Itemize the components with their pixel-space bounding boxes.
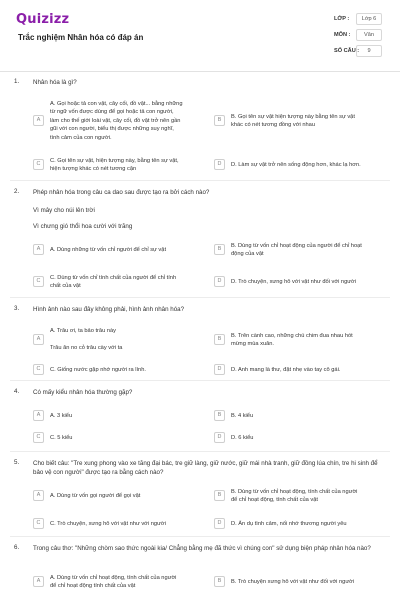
option-letter-badge: D: [214, 518, 225, 529]
option-text-line: D. Làm sự vật trở nên sống động hơn, khác lạ hơn.: [231, 161, 361, 168]
option-letter-badge: A: [33, 244, 44, 255]
option-letter-badge: C: [33, 518, 44, 529]
question-divider: [10, 380, 390, 381]
option-text-line: để chỉ hoạt động tính chất của vật: [50, 583, 136, 589]
option-letter-badge: B: [214, 576, 225, 587]
option-text-line: C. Dùng từ vốn chỉ tính chất của người để chỉ tính: [50, 274, 177, 281]
question-number: 2.: [14, 188, 20, 195]
question-number: 3.: [14, 305, 20, 312]
question-text: Hình ảnh nào sau đây không phải, hình ảnh nhân hóa?: [33, 306, 185, 313]
answer-option-d[interactable]: [214, 363, 392, 377]
answer-option-b[interactable]: [214, 97, 392, 145]
meta-subject-value: Văn: [356, 29, 382, 41]
question-text: Nhân hóa là gì?: [33, 79, 77, 86]
answer-option-c[interactable]: [33, 272, 208, 292]
answer-option-a[interactable]: [33, 572, 208, 592]
option-text-line: B. Trên cành cao, những chú chim đua nhau hót: [231, 332, 353, 339]
answer-option-d[interactable]: [214, 272, 392, 292]
option-text-line: làm cho thế giới loài vật, cây cối, đồ vật trở nên gần: [50, 117, 181, 124]
meta-count: [334, 45, 394, 59]
option-letter-badge: D: [214, 159, 225, 170]
answer-option-b[interactable]: [214, 240, 392, 260]
option-text-line: từ ngữ vốn được dùng để gọi hoặc tả con người,: [50, 109, 174, 116]
option-text-line: khác có nét tương đồng với nhau: [231, 122, 315, 128]
quiz-title: Trắc nghiệm Nhân hóa có đáp án: [18, 33, 144, 42]
option-text-line: A. 3 kiểu: [50, 412, 73, 419]
option-letter-badge: B: [214, 410, 225, 421]
answer-option-d[interactable]: [214, 432, 392, 444]
option-text-line: A. Dùng từ vốn gọi người để gọi vật: [50, 492, 141, 499]
option-letter-badge: C: [33, 276, 44, 287]
option-letter-badge: A: [33, 490, 44, 501]
option-text-line: D. Trò chuyện, xưng hô với vật như đối với người: [231, 278, 357, 285]
option-text-line: C. 5 kiểu: [50, 434, 73, 441]
option-letter-badge: D: [214, 364, 225, 375]
question-text: Có mấy kiểu nhân hóa thường gặp?: [33, 389, 133, 396]
option-text-line: A. Dùng những từ vốn chỉ người để chỉ sự vật: [50, 246, 167, 253]
option-text-line: Trâu ăn no cỏ trâu cày với ta: [50, 345, 123, 352]
meta-subject: [334, 29, 394, 43]
option-text-line: D. Ẩn dụ tình cảm, nối nhớ thương người yêu: [231, 520, 347, 527]
question-text: Phép nhân hóa trong câu ca dao sau được tạo ra bởi cách nào?: [33, 189, 210, 196]
question-divider: [10, 451, 390, 452]
question-number: 4.: [14, 388, 20, 395]
answer-option-c[interactable]: [33, 432, 208, 444]
option-text-line: B. 4 kiểu: [231, 412, 254, 419]
option-letter-badge: B: [214, 115, 225, 126]
question-quote-line: Vì mây cho núi lên trời: [33, 207, 95, 214]
option-text-line: D. Anh mang là thư, đặt nhẹ vào tay cô gái.: [231, 366, 341, 373]
option-letter-badge: A: [33, 334, 44, 345]
answer-option-d[interactable]: [214, 517, 392, 531]
answer-option-b[interactable]: [214, 410, 392, 422]
option-text-line: C. Gọi tên sự vật, hiện tượng này, bằng tên sự vật,: [50, 157, 179, 164]
answer-option-d[interactable]: [214, 156, 392, 174]
answer-option-c[interactable]: [33, 363, 208, 377]
question-text: Cho biết câu: "Tre xung phong vào xe tăng đại bác, tre giữ làng, giữ nước, giữ mái nhà tranh, giữ đồng lúa chín, tre hi sinh để bảo vệ con người" được tạo ra bằng cách nào?: [33, 460, 378, 476]
option-text-line: B. Dùng từ vốn chỉ hoạt động của người để chỉ hoạt: [231, 242, 362, 249]
question-divider: [10, 180, 390, 181]
option-letter-badge: A: [33, 410, 44, 421]
meta-grade-value: Lớp 6: [356, 13, 382, 25]
option-letter-badge: B: [214, 334, 225, 345]
option-letter-badge: C: [33, 159, 44, 170]
question-quote-line: Vì chưng gió thổi hoa cười với trăng: [33, 223, 133, 230]
meta-count-value: 9: [356, 45, 382, 57]
question-divider: [10, 297, 390, 298]
option-text-line: động của vật: [231, 251, 264, 257]
option-letter-badge: B: [214, 244, 225, 255]
option-text-line: A. Dùng từ vốn chỉ hoạt động, tính chất của người: [50, 574, 177, 581]
answer-option-b[interactable]: [214, 486, 392, 506]
option-letter-badge: A: [33, 115, 44, 126]
option-letter-badge: C: [33, 364, 44, 375]
option-letter-badge: A: [33, 576, 44, 587]
answer-option-a[interactable]: [33, 410, 208, 422]
meta-grade: [334, 13, 394, 27]
option-text-line: A. Trâu ơi, ta bảo trâu này: [50, 328, 117, 335]
meta-subject-label: MÔN :: [334, 32, 351, 38]
option-letter-badge: D: [214, 276, 225, 287]
option-text-line: gũi với con người, biểu thị được những suy nghĩ,: [50, 126, 174, 133]
option-text-line: B. Dùng từ vốn chỉ hoạt động, tính chất của người: [231, 488, 358, 495]
option-text-line: tình cảm của con người.: [50, 134, 112, 141]
option-text-line: A. Gọi hoặc tả con vật, cây cối, đồ vật... bằng những: [50, 101, 183, 107]
option-text-line: D. 6 kiểu: [231, 434, 254, 441]
question-divider: [10, 536, 390, 537]
option-text-line: mừng mùa xuân.: [231, 341, 275, 347]
option-text-line: B. Gọi tên sự vật hiện tượng này bằng tên sự vật: [231, 113, 355, 120]
answer-option-c[interactable]: [33, 517, 208, 531]
question-number: 5.: [14, 459, 20, 466]
answer-option-b[interactable]: [214, 323, 392, 357]
answer-option-a[interactable]: [33, 97, 208, 145]
question-number: 6.: [14, 544, 20, 551]
meta-count-label: SỐ CÂU :: [334, 48, 360, 54]
worksheet-header: [0, 0, 400, 72]
option-letter-badge: D: [214, 432, 225, 443]
option-text-line: C. Trò chuyện, xưng hô với vật như với người: [50, 520, 166, 527]
option-letter-badge: C: [33, 432, 44, 443]
option-text-line: hiện tượng khác có nét tương cận: [50, 166, 137, 172]
answer-option-a[interactable]: [33, 486, 208, 506]
answer-option-a[interactable]: [33, 323, 208, 357]
answer-option-b[interactable]: [214, 572, 392, 592]
answer-option-c[interactable]: [33, 156, 208, 174]
option-text-line: C. Giống nước gặp nhớ người ra lính.: [50, 366, 146, 373]
quizizz-logo: Quizizz: [16, 12, 70, 27]
option-letter-badge: B: [214, 490, 225, 501]
question-text: Trong câu thơ: "Những chòm sao thức ngoài kia/ Chẳng bằng mẹ đã thức vì chúng con" sử dụng biện pháp nhân hóa nào?: [33, 545, 371, 552]
answer-option-a[interactable]: [33, 240, 208, 260]
option-text-line: để chỉ hoạt động, tính chất của vật: [231, 497, 318, 503]
meta-grade-label: LỚP :: [334, 16, 350, 22]
question-number: 1.: [14, 78, 20, 85]
option-text-line: B. Trò chuyện xưng hô với vật như đối với người: [231, 578, 355, 585]
option-text-line: chất của vật: [50, 283, 81, 289]
